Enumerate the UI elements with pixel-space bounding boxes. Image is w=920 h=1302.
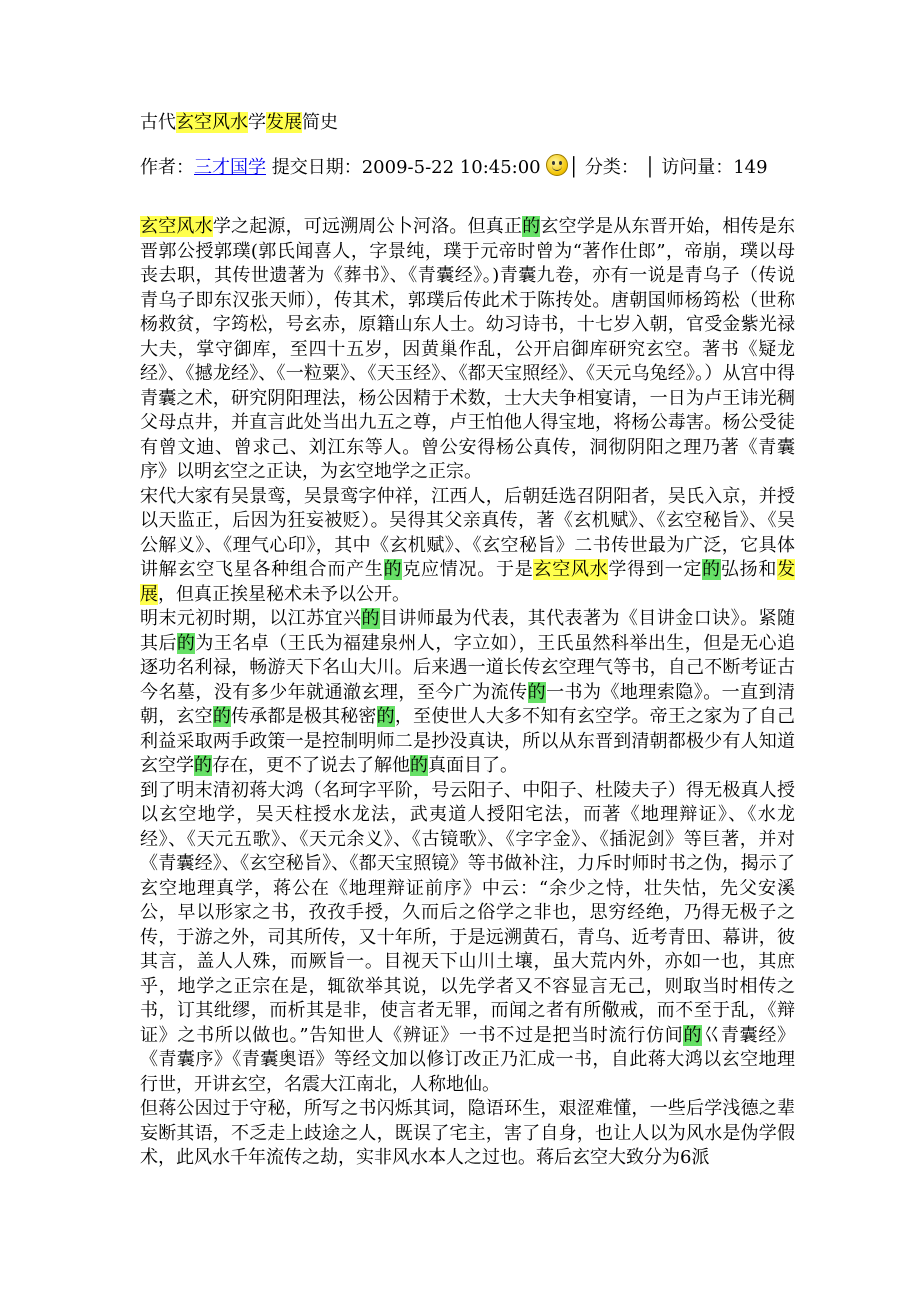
paragraph: [140, 215, 795, 485]
paragraph: [140, 1097, 795, 1171]
keyword-highlight: 玄空风水: [533, 559, 609, 580]
paragraph-text: ，但真正挨星秘术未予以公开。: [158, 583, 410, 605]
date-label: 提交日期：: [271, 157, 362, 178]
paragraph-text: 到了明末清初蒋大鸿（名珂字平阶，号云阳子、中阳子、杜陵夫子）得无极真人授以玄空地学，吴天柱授水龙法，武夷道人授阳宅法，而著《地理辩证》、《水龙经》、《天元五歌》、《天元余义》、《古镜歌》、《字字金》、《插泥剑》等巨著，并对《青囊经》、《玄空秘旨》、《都天宝照镜》等书做补注，力斥时师时书之伪，揭示了玄空地理真学，蒋公在《地理辩证前序》中云：“余少之恃，壮失怙，先父安溪公，早以形家之书，孜孜手授，久而后之俗学之非也，思穷经绝，乃得无极子之传，于游之外，司其所传，又十年所，于是远溯黄石，青乌、近考青田、幕讲，彼其言，盖人人殊，而厥旨一。目视天下山川土壤，虽大荒内外，亦如一也，其庶乎，地学之正宗在是，辄欲举其说，以先学者又不容显言无己，则取当时相传之书，订其纰缪，而析其是非，使言者无罪，而闻之者有所儆戒，而不至于乱，《辩证》之书所以做也。”告知世人《辨证》一书不过是把当时流行仿间: [140, 779, 795, 1046]
submit-date: 2009-5-22 10:45:00: [361, 157, 541, 178]
keyword-highlight-green: 的: [212, 706, 232, 727]
article-meta: 作者：三才国学 提交日期：2009-5-22 10:45:00 │ 分类： │ 访问量：149: [140, 154, 795, 181]
keyword-highlight-green: 的: [410, 755, 428, 776]
author-label: 作者：: [140, 157, 194, 178]
paragraph-text: 但蒋公因过于守秘，所写之书闪烁其词，隐语环生，艰涩难懂，一些后学浅德之辈妄断其语，不乏走上歧途之人，既误了宅主，害了自身，也让人以为风水是伪学假术，此风水千年流传之劫，实非风水本人之过也。蒋后玄空大致分为6派: [140, 1098, 795, 1168]
category-label: 分类：: [584, 157, 639, 178]
paragraph-text: 明末元初时期，以江苏宜兴: [140, 608, 362, 629]
keyword-highlight-green: 的: [361, 608, 380, 629]
keyword-highlight-green: 的: [683, 1024, 703, 1046]
title-highlight: 玄空风水: [176, 112, 248, 133]
paragraph-text: 弘扬和: [720, 559, 778, 580]
keyword-highlight-green: 的: [527, 681, 547, 703]
paragraph-text: 目讲师最为代表，其代表著为《目讲金口诀》。紧随其后: [140, 608, 796, 654]
keyword-highlight-green: 的: [194, 755, 212, 776]
keyword-highlight-green: 的: [383, 559, 403, 580]
title-text: 简史: [302, 112, 338, 133]
keyword-highlight-green: 的: [376, 706, 395, 727]
visits-label: 访问量：: [661, 157, 734, 178]
title-text: 古代: [140, 112, 176, 133]
paragraph-text: 学得到一定: [608, 559, 703, 580]
visits-count: 149: [733, 157, 768, 178]
title-highlight: 发展: [266, 112, 302, 133]
paragraph-text: 一书为《地理索隐》。一直到清朝，玄空: [140, 681, 796, 727]
keyword-highlight-green: 的: [176, 632, 196, 654]
paragraph-text: 真面目了。: [428, 755, 518, 776]
paragraph-text: 为王名卓（王氏为福建泉州人，字立如），王氏虽然科举出生，但是无心追逐功名利禄，畅游天下名山大川。后来遇一道长传玄空理气等书，自己不断考证古今名墓，没有多少年就通澈玄理，至今广为流传: [140, 632, 796, 703]
paragraph: [140, 485, 795, 608]
paragraph: [140, 779, 795, 1098]
paragraph-text: 克应情况。于是: [402, 559, 534, 580]
keyword-highlight: 玄空风水: [140, 216, 213, 237]
article: [140, 110, 795, 1171]
paragraph-text: 存在，更不了说去了解他: [212, 755, 410, 776]
smiley-icon: [546, 154, 568, 176]
paragraph-text: 玄空学是从东晋开始，相传是东晋郭公授郭璞(郭氏闻喜人，字景纯，璞于元帝时曾为“著作仕郎”，帝崩，璞以母丧去职，其传世遗著为《葬书》、《青囊经》。)青囊九卷，亦有一说是青乌子（传说青乌子即东汉张天师），传其术，郭璞后传此术于陈抟处。唐朝国师杨筠松（世称杨救贫，字筠松，号玄赤，原籍山东人士。幼习诗书，十七岁入朝，官受金紫光禄大夫，掌守御库，至四十五岁，因黄巢作乱，公开启御库研究玄空。著书《疑龙经》、《撼龙经》、《一粒粟》、《天玉经》、《都天宝照经》、《天元乌兔经》。）从宫中得青囊之术，研究阴阳理法，杨公因精于术数，士大夫争相宴请，一日为卢王讳光稠父母点井，并直言此处当出九五之尊，卢王怕他人得宝地，将杨公毒害。杨公受徒有曾文迪、曾求己、刘江东等人。曾公安得杨公真传，洞彻阴阳之理乃著《青囊序》以明玄空之正诀，为玄空地学之正宗。: [140, 216, 796, 482]
paragraph-text: 宋代大家有吴景鸾，吴景鸾字仲祥，江西人，后朝廷选召阴阳者，吴氏入京，并授以天监正，后因为狂妄被贬）。吴得其父亲真传，著《玄机赋》、《玄空秘旨》、《吴公解义》、《理气心印》，其中《玄机赋》、《玄空秘旨》二书传世最为广泛，它具体讲解玄空飞星各种组合而产生: [140, 485, 795, 580]
paragraph-text: 巜青囊经》《青囊序》《青囊奥语》等经文加以修订改正乃汇成一书，自此蒋大鸿以玄空地理行世，开讲玄空，名震大江南北，人称地仙。: [140, 1024, 796, 1095]
article-body: [140, 215, 795, 1171]
paragraph-text: ，至使世人大多不知有玄空学。帝王之家为了自己利益采取两手政策一是控制明师二是抄没真诀，所以从东晋到清朝都极少有人知道玄空学: [140, 706, 796, 776]
paragraph-text: 学之起源，可远溯周公卜河洛。但真正: [212, 216, 523, 237]
keyword-highlight: 发展: [140, 559, 796, 605]
paragraph: [140, 607, 795, 779]
keyword-highlight-green: 的: [702, 559, 721, 580]
author-link[interactable]: 三才国学: [194, 157, 266, 178]
keyword-highlight-green: 的: [522, 216, 541, 237]
article-title: [140, 110, 795, 136]
title-text: 学: [248, 112, 266, 133]
paragraph-text: 传承都是极其秘密: [231, 706, 377, 727]
